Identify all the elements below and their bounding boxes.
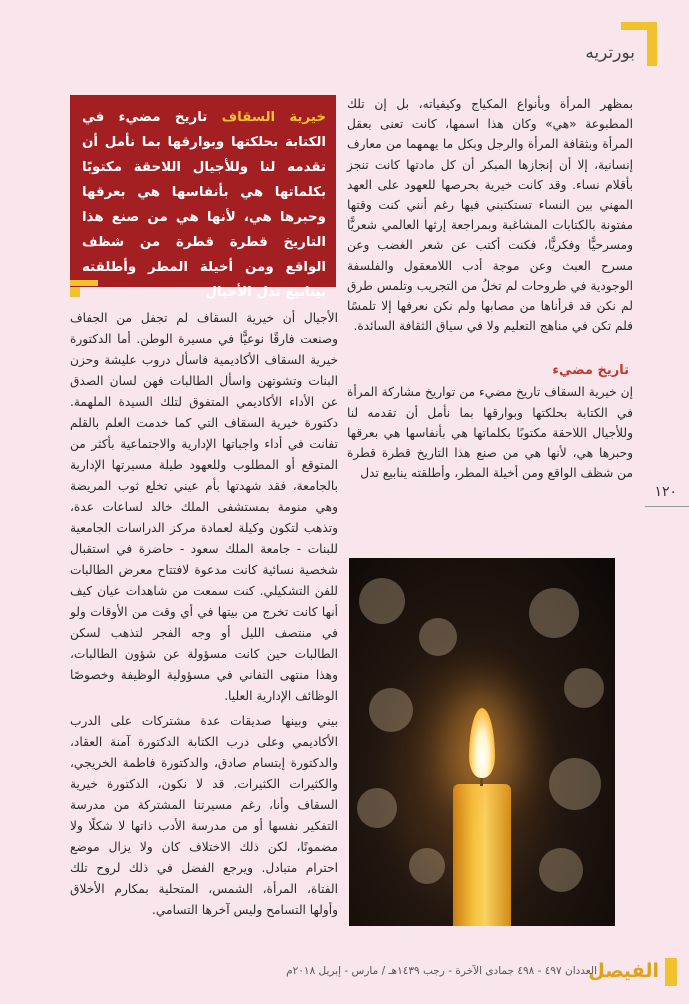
right-paragraph-1: بمظهر المرأة وبأنواع المكياج وكيفياته، بل إن تلك المطبوعة «هي» وكان هذا اسمها، كانت تعنى بعقل المرأة وبثقافة المرأة والرجل وبكل ما يهمهما من معارف إنسانية، إلا أن إنجازها المبكر أن كل مادتها كانت تنجز بأقلام نساء. وقد كانت خيرية بحرصها للعهود على العهد المهني بين النساء تستكتبني فيها رغم أنني كنت وقتها مفتونة بالكتابات المشاغبة وبمراجعة إرثها العالمي شعريًّا ومسرحيًّا وفكريًّا، فكنت أكتب عن شعر الغضب وعن مسرح العبث وعن موجة أدب اللامعقول والفلسفة الوجودية في طروحات لم تخلُ من التجريب وتلمس طرق لم نكن قد قرأناها من مصابها ولم نكن نعرفها إلا تلمسًا فلم تكن في مناهج التعليم ولا في سياق الثقافة السائدة.: [347, 97, 633, 334]
pull-quote-highlight: خيرية السقاف: [221, 110, 326, 125]
section-tag-accent: [647, 22, 657, 66]
page-number: ١٢٠: [654, 484, 677, 500]
left-column: [70, 308, 338, 925]
page-footer: [0, 958, 689, 986]
subhead: تاريخ مضيء: [552, 363, 629, 379]
candle: [453, 784, 511, 926]
issue-info: العددان ٤٩٧ - ٤٩٨ جمادى الآخرة - رجب ١٤٣٩هـ / مارس - إبريل ٢٠١٨م: [286, 965, 597, 977]
section-tag: بورتريه: [585, 43, 635, 63]
candle-flame: [469, 708, 495, 778]
pull-quote: [70, 95, 336, 300]
pull-quote-accent: [70, 287, 80, 297]
right-column: [347, 94, 633, 483]
candle-photo: [349, 558, 615, 926]
footer-accent: [665, 958, 677, 986]
left-paragraph-2: بيني وبينها صديقات عدة مشتركات على الدرب الأكاديمي وعلى درب الكتابة الدكتورة آمنة العقاد، والدكتورة إبتسام صادق، والدكتورة فاطمة الخريجي، والكثيرات الكثيرات. قد لا نكون، الدكتورة خيرية السقاف وأنا، رغم مسيرتنا المشتركة من مدرسة التفكير نفسها أو من مدرسة الأدب ذاتها لا شكلًا ولا مضمونًا، لكن ذلك الاختلاف كان ولا يزال موضع احترام متبادل. ويرجع الفضل في ذلك لروح تلك الفتاة، المرأة، الشمس، المتحلية بمكارم الأخلاق وأولها التسامح وليس آخرها التسامي.: [70, 714, 338, 917]
page-number-rule: [645, 506, 689, 507]
pull-quote-accent-bar: [70, 280, 98, 286]
right-paragraph-2: إن خيرية السقاف تاريخ مضيء من تواريخ مشاركة المرأة في الكتابة بحلكتها وبوارقها بما نأمل أن تقدمه لنا وللأجيال اللاحقة مكتوبًا بكلماتها هي بأنفاسها هي بعرقها وحبرها هي، لأنها هي من صنع هذا التاريخ قطرة قطرة من شظف الواقع ومن أخيلة المطر، وأطلقته ينابيع تدل: [347, 385, 633, 481]
left-paragraph-1: الأجيال أن خيرية السقاف لم تجفل من الجفاف وصنعت فارقًا نوعيًّا في مسيرة الوطن. أما الدكتورة خيرية السقاف الأكاديمية فاسأل دروب عليشة وحزن البنات وتشوتهن واسأل الطالبات فهن لسان الصدق عن الأداء الأكاديمي المتفوق لتلك السيدة الملهمة. دكتورة خيرية السقاف التي كما خدمت العلم بالقلم تفانت في أداء واجباتها الإدارية والاجتماعية بأكثر من المتوقع أو المطلوب وللعهود طيلة مسيرتها الإدارية بالجامعة، فقد شهدتها بأم عيني تخلع ثوب المريضة وهي منومة بمستشفى الملك خالد لساعات عدة، وتذهب لتكون وكيلة لعمادة مركز الدراسات الجامعية للبنات - جامعة الملك سعود - حاضرة في استقبال شخصية نسائية كانت مدعوة لافتتاح معرض الطالبات للفن التشكيلي. كنت سمعت من شاهدات عيان كيف أنها كانت تخرج من بيتها في أي وقت من الأوقات ولو في منتصف الليل أو وجه الفجر لتذهب لسكن الطالبات حين كانت مسؤولة عن شؤون الطالبات، وهذا منتهى التفاني في مسؤولية الوظيفة وخصوصًا الوظائف الإدارية العليا.: [70, 311, 338, 703]
pull-quote-text: تاريخ مضيء في الكتابة بحلكتها وبوارقها بما نأمل أن تقدمه لنا وللأجيال اللاحقة مكتوبًا بكلماتها هي بأنفاسها هي بعرقها وحبرها هي، لأنها هي من صنع هذا التاريخ قطرة قطرة من شظف الواقع ومن أخيلة المطر وأطلقته بينابيع تدل الأجيال: [82, 110, 326, 300]
magazine-logo: الفيصل: [588, 960, 659, 982]
